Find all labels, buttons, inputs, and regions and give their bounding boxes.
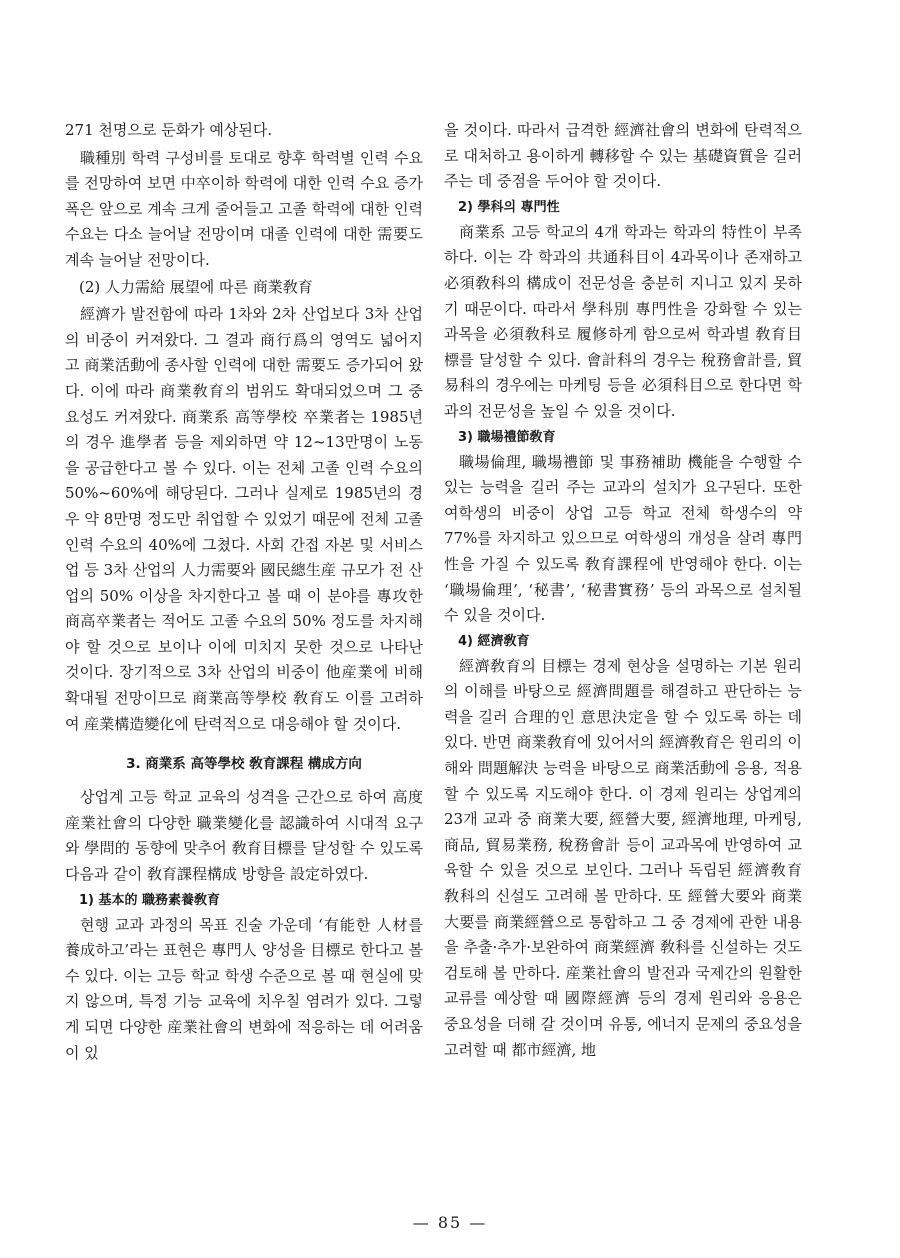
heading-department-specialty: 2) 學科의 專門性 (458, 199, 560, 215)
paragraph-continuation-right: 을 것이다. 따라서 급격한 經濟社會의 변화에 탄력적으로 대처하고 용이하게 轉移할 수 있는 基礎資質을 길러 주는 데 중점을 두어야 할 것이다. (444, 121, 802, 191)
paragraph-workplace-etiquette: 職場倫理, 職場禮節 및 事務補助 機能을 수행할 수 있는 능력을 길러 주는 교과의 설치가 요구된다. 또한 여학생의 비중이 상업 고등 학교 전체 학생수의 약 77%를 차지하고 있으므로 여학생의 개성을 살려 專門性을 가질 수 있도록 敎育課程에 반영해야 한다. 이는 ‘職場倫理’, ‘秘書’, ‘秘書實務’ 등의 과목으로 설치될 수 있을 것이다. (444, 452, 802, 625)
page-number: — 85 — (412, 1213, 488, 1232)
left-column (65, 118, 423, 1066)
paragraph-continuation: 271 천명으로 둔화가 예상된다. (65, 121, 273, 139)
paragraph-economic-education: 經濟敎育의 目標는 경제 현상을 설명하는 기본 원리의 이해를 바탕으로 經濟問題를 해결하고 판단하는 능력을 길러 合理的인 意思決定을 할 수 있도록 하는 데 있다. 반면 商業敎育에 있어서의 經濟敎育은 원리의 이해와 問題解決 능력을 바탕으로 商業活動에 응용, 적용할 수 있도록 지도해야 한다. 이 경제 원리는 상업계의 23개 교과 중 商業大要, 經營大要, 經濟地理, 마케팅, 商品, 貿易業務, 稅務會計 등이 교과목에 반영하여 교육할 수 있을 것으로 보인다. 그러나 독립된 經濟敎育 敎科의 신설도 고려해 볼 만하다. 또 經營大要와 商業大要를 商業經營으로 통합하고 그 중 경제에 관한 내용을 추출·추가·보완하여 商業經濟 敎科를 신설하는 것도 검토해 볼 만하다. 産業社會의 발전과 국제간의 원활한 교류를 예상할 때 國際經濟 등의 경제 원리와 응용은 중요성을 더해 갈 것이며 유통, 에너지 문제의 중요성을 고려할 때 都市經濟, 地 (444, 656, 802, 1059)
paragraph-curriculum-direction: 상업계 고등 학교 교육의 성격을 근간으로 하여 高度産業社會의 다양한 職業變化를 認識하여 시대적 요구와 學問的 동향에 맞추어 敎育目標를 달성할 수 있도록 다음과 같이 敎育課程構成 방향을 設定하였다. (65, 788, 423, 884)
paragraph-department-specialty: 商業系 고등 학교의 4개 학과는 학과의 特性이 부족하다. 이는 각 학과의 共通科目이 4과목이나 존재하고 必須敎科의 構成이 전문성을 충분히 지니고 있지 못하기 때문이다. 따라서 學科別 專門性을 강화할 수 있는 과목을 必須敎科로 履修하게 함으로써 학과별 敎育目標를 달성할 수 있다. 會計科의 경우는 稅務會計를, 貿易科의 경우에는 마케팅 등을 必須科目으로 한다면 학과의 전문성을 높일 수 있을 것이다. (444, 222, 802, 420)
heading-basic-duty-education: 1) 基本的 職務素養敎育 (79, 892, 221, 908)
section-title: 3. 商業系 高等學校 敎育課程 構成方向 (126, 756, 362, 773)
subheading-manpower-outlook: (2) 人力需給 展望에 따른 商業敎育 (79, 277, 313, 296)
heading-workplace-etiquette: 3) 職場禮節敎育 (458, 429, 556, 445)
heading-economic-education: 4) 經濟敎育 (458, 633, 530, 649)
paragraph-education-demand: 職種別 학력 구성비를 토대로 향후 학력별 인력 수요를 전망하여 보면 中卒이하 학력에 대한 인력 수요 증가폭은 앞으로 계속 크게 줄어들고 고졸 학력에 대한 인력 수요는 다소 늘어날 전망이며 대졸 인력에 대한 需要도 계속 늘어날 전망이다. (65, 148, 423, 269)
paragraph-basic-duty-education: 현행 교과 과정의 목표 진술 가운데 ‘有能한 人材를 養成하고’라는 표현은 專門人 양성을 目標로 한다고 볼 수 있다. 이는 고등 학교 학생 수준으로 볼 때 현실에 맞지 않으며, 특정 기능 교육에 치우칠 염려가 있다. 그렇게 되면 다양한 産業社會의 변화에 적응하는 데 어려움이 있 (65, 915, 423, 1062)
right-column (444, 118, 802, 1063)
paragraph-commerce-education: 經濟가 발전함에 따라 1차와 2차 산업보다 3차 산업의 비중이 커져왔다. 그 결과 商行爲의 영역도 넓어지고 商業活動에 종사할 인력에 대한 需要도 증가되어 왔다. 이에 따라 商業敎育의 범위도 확대되었으며 그 중요성도 커져왔다. 商業系 高等學校 卒業者는 1985년의 경우 進學者 등을 제외하면 약 12~13만명이 노동을 공급한다고 볼 수 있다. 이는 전체 고졸 인력 수요의 50%~60%에 해당된다. 그러나 실제로 1985년의 경우 약 8만명 정도만 취업할 수 있었기 때문에 전체 고졸 인력 수요의 40%에 그쳤다. 사회 간접 자본 및 서비스업 등 3차 산업의 人力需要와 國民總生産 규모가 전 산업의 50% 이상을 차지한다고 볼 때 이 분야를 專攻한 商高卒業者는 적어도 고졸 수요의 50% 정도를 차지해야 할 것으로 보이나 이에 미치지 못한 것으로 나타난 것이다. 장기적으로 3차 산업의 비중이 他産業에 비해 확대될 전망이므로 商業高等學校 敎育도 이를 고려하여 産業構造變化에 탄력적으로 대응해야 할 것이다. (65, 305, 423, 733)
